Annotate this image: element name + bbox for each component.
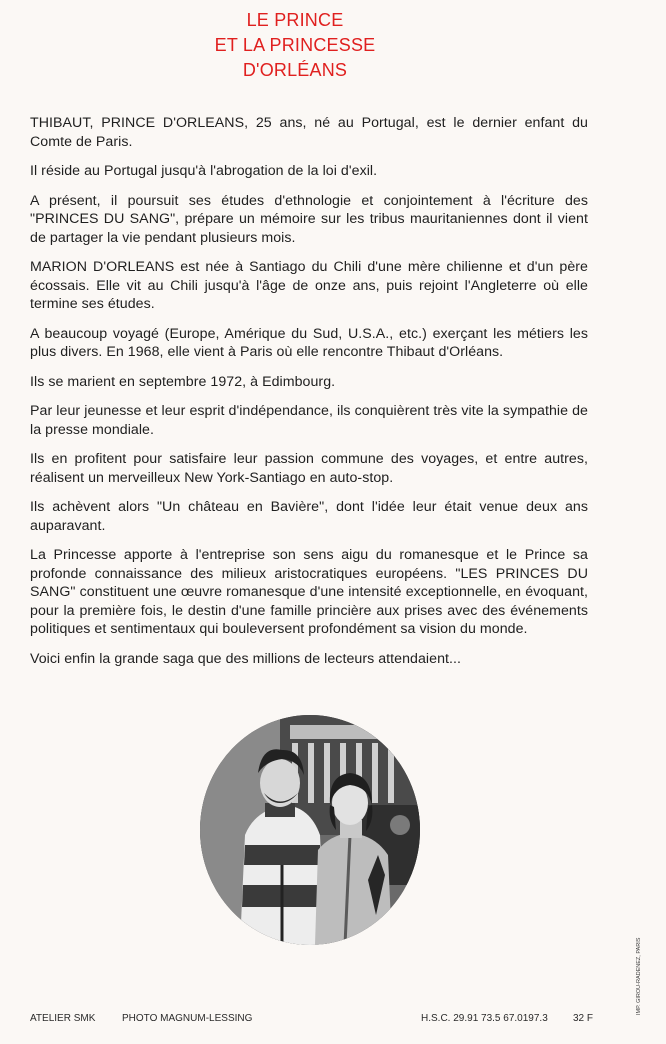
title-line-1: LE PRINCE [246, 10, 344, 30]
footer-photo-credit: PHOTO MAGNUM-LESSING [122, 1013, 253, 1024]
paragraph-4: MARION D'ORLEANS est née à Santiago du Chili d'une mère chilienne et d'un père écossais. Elle vit au Chili jusqu'à l'âge de onze ans, puis rejoint l'Angleterre où elle termine ses études. [30, 259, 588, 312]
couple-photo [200, 715, 420, 945]
paragraph-3: A présent, il poursuit ses études d'ethnologie et conjointement à l'écriture des "PRINCES DU SANG", prépare un mémoire sur les tribus mauritaniennes dont il vient de partager la vie pendant plusieurs mois. [30, 192, 588, 246]
paragraph-6: Ils se marient en septembre 1972, à Edimbourg. [30, 373, 336, 390]
paragraph-11: Voici enfin la grande saga que des millions de lecteurs attendaient... [30, 650, 461, 667]
paragraph-5: A beaucoup voyagé (Europe, Amérique du Sud, U.S.A., etc.) exerçant les métiers les plus divers. En 1968, elle vient à Paris où elle rencontre Thibaut d'Orléans. [30, 325, 588, 360]
paragraph-9: Ils achèvent alors "Un château en Bavière", dont l'idée leur était venue deux ans auparavant. [30, 499, 588, 534]
biography-text [30, 114, 588, 679]
footer-atelier: ATELIER SMK [30, 1013, 96, 1024]
printer-credit: IMP. GIROU-RADENEZ, PARIS [636, 937, 642, 1015]
paragraph-8: Ils en profitent pour satisfaire leur passion commune des voyages, et entre autres, réalisent un merveilleux New York-Santiago en auto-stop. [30, 451, 588, 486]
paragraph-2: Il réside au Portugal jusqu'à l'abrogation de la loi d'exil. [30, 163, 378, 179]
footer-code: H.S.C. 29.91 73.5 67.0197.3 [421, 1013, 548, 1024]
footer-price: 32 F [573, 1013, 594, 1024]
title-line-2: ET LA PRINCESSE [214, 35, 376, 55]
paragraph-7: Par leur jeunesse et leur esprit d'indépendance, ils conquièrent très vite la sympathie de la presse mondiale. [30, 403, 588, 438]
couple-photo-illustration [200, 715, 420, 945]
paragraph-1: THIBAUT, PRINCE D'ORLEANS, 25 ans, né au Portugal, est le dernier enfant du Comte de Paris. [30, 115, 588, 150]
title-line-3: D'ORLÉANS [242, 60, 348, 80]
paragraph-10: La Princesse apporte à l'entreprise son sens aigu du romanesque et le Prince sa profonde connaissance des milieux aristocratiques européens. "LES PRINCES DU SANG" constituent une œuvre romanesque d'une intensité exceptionnelle, en évoquant, pour la première fois, le destin d'une famille princière aux prises avec des événements politiques et sentimentaux qui bouleversent profondément sa vision du monde. [30, 547, 588, 637]
book-title [0, 8, 590, 83]
